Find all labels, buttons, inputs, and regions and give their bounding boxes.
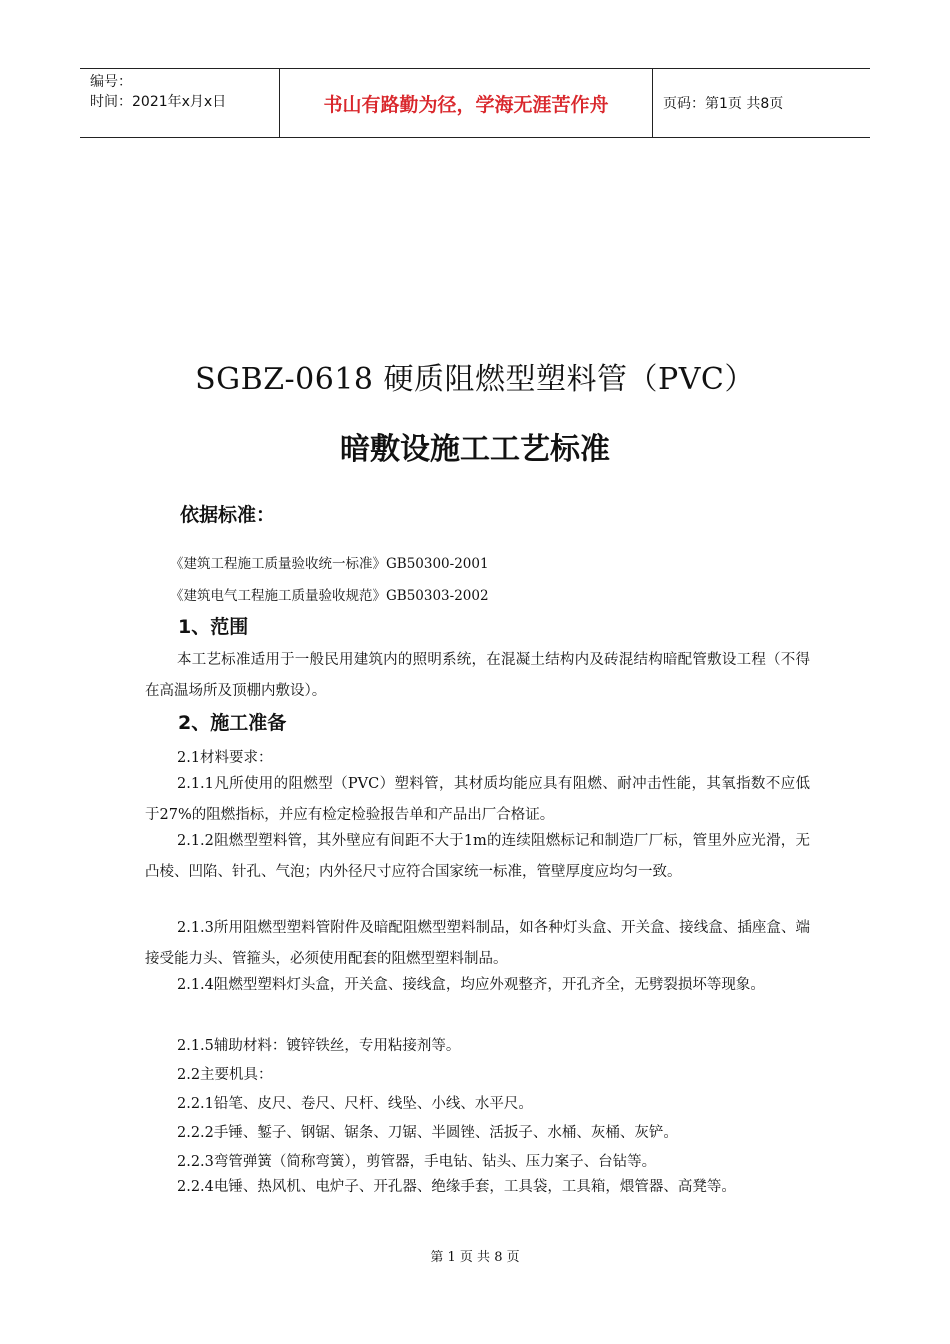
- para-2-2: 2.2主要机具：: [177, 1067, 273, 1083]
- section-1-heading: 1、范围: [178, 616, 249, 638]
- document-title-line1: SGBZ-0618 硬质阻燃型塑料管（PVC）: [195, 362, 755, 397]
- para-2-1-2: 2.1.2阻燃型塑料管，其外壁应有间距不大于1m的连续阻燃标记和制造厂厂标，管里外应光滑，无凸棱、凹陷、针孔、气泡；内外径尺寸应符合国家统一标准，管壁厚度应均匀一致。: [145, 833, 810, 880]
- para-2-1-3: 2.1.3所用阻燃型塑料管附件及暗配阻燃型塑料制品，如各种灯头盒、开关盒、接线盒、插座盒、端接受能力头、管箍头，必须使用配套的阻燃型塑料制品。: [145, 920, 810, 967]
- header-table: [80, 68, 870, 138]
- section-2-heading: 2、施工准备: [178, 712, 287, 734]
- basis-ref-2: 《建筑电气工程施工质量验收规范》GB50303-2002: [170, 588, 489, 604]
- para-2-1-5: 2.1.5辅助材料：镀锌铁丝，专用粘接剂等。: [177, 1038, 461, 1054]
- section-1-text: 本工艺标准适用于一般民用建筑内的照明系统，在混凝土结构内及砖混结构暗配管敷设工程（不得在高温场所及顶棚内敷设）。: [145, 652, 810, 699]
- para-2-2-1: 2.2.1铅笔、皮尺、卷尺、尺杆、线坠、小线、水平尺。: [177, 1096, 533, 1112]
- para-2-1: 2.1材料要求：: [177, 750, 273, 766]
- motto: 书山有路勤为径，学海无涯苦作舟: [280, 69, 653, 137]
- page-code: 页码：第1页 共8页: [663, 96, 784, 112]
- page-footer: 第 1 页 共 8 页: [430, 1250, 520, 1265]
- para-2-1-4: 2.1.4阻燃型塑料灯头盒，开关盒、接线盒，均应外观整齐，开孔齐全，无劈裂损坏等现象。: [177, 977, 765, 993]
- basis-ref-1: 《建筑工程施工质量验收统一标准》GB50300-2001: [170, 556, 489, 572]
- para-2-1-1: 2.1.1凡所使用的阻燃型（PVC）塑料管，其材质均能应具有阻燃、耐冲击性能，其氧指数不应低于27%的阻燃指标，并应有检定检验报告单和产品出厂合格证。: [145, 776, 810, 823]
- basis-heading: 依据标准：: [180, 504, 276, 526]
- para-2-2-3: 2.2.3弯管弹簧（简称弯簧），剪管器，手电钻、钻头、压力案子、台钻等。: [177, 1154, 657, 1170]
- time-label: 时间：2021年x月x日: [90, 94, 227, 110]
- para-2-2-2: 2.2.2手锤、錾子、钢锯、锯条、刀锯、半圆锉、活扳子、水桶、灰桶、灰铲。: [177, 1125, 678, 1141]
- para-2-2-4: 2.2.4电锤、热风机、电炉子、开孔器、绝缘手套，工具袋，工具箱，煨管器、高凳等。: [177, 1179, 736, 1195]
- header-meta-cell: [80, 69, 280, 137]
- document-title-line2: 暗敷设施工工艺标准: [340, 432, 610, 467]
- code-label: 编号：: [90, 74, 132, 90]
